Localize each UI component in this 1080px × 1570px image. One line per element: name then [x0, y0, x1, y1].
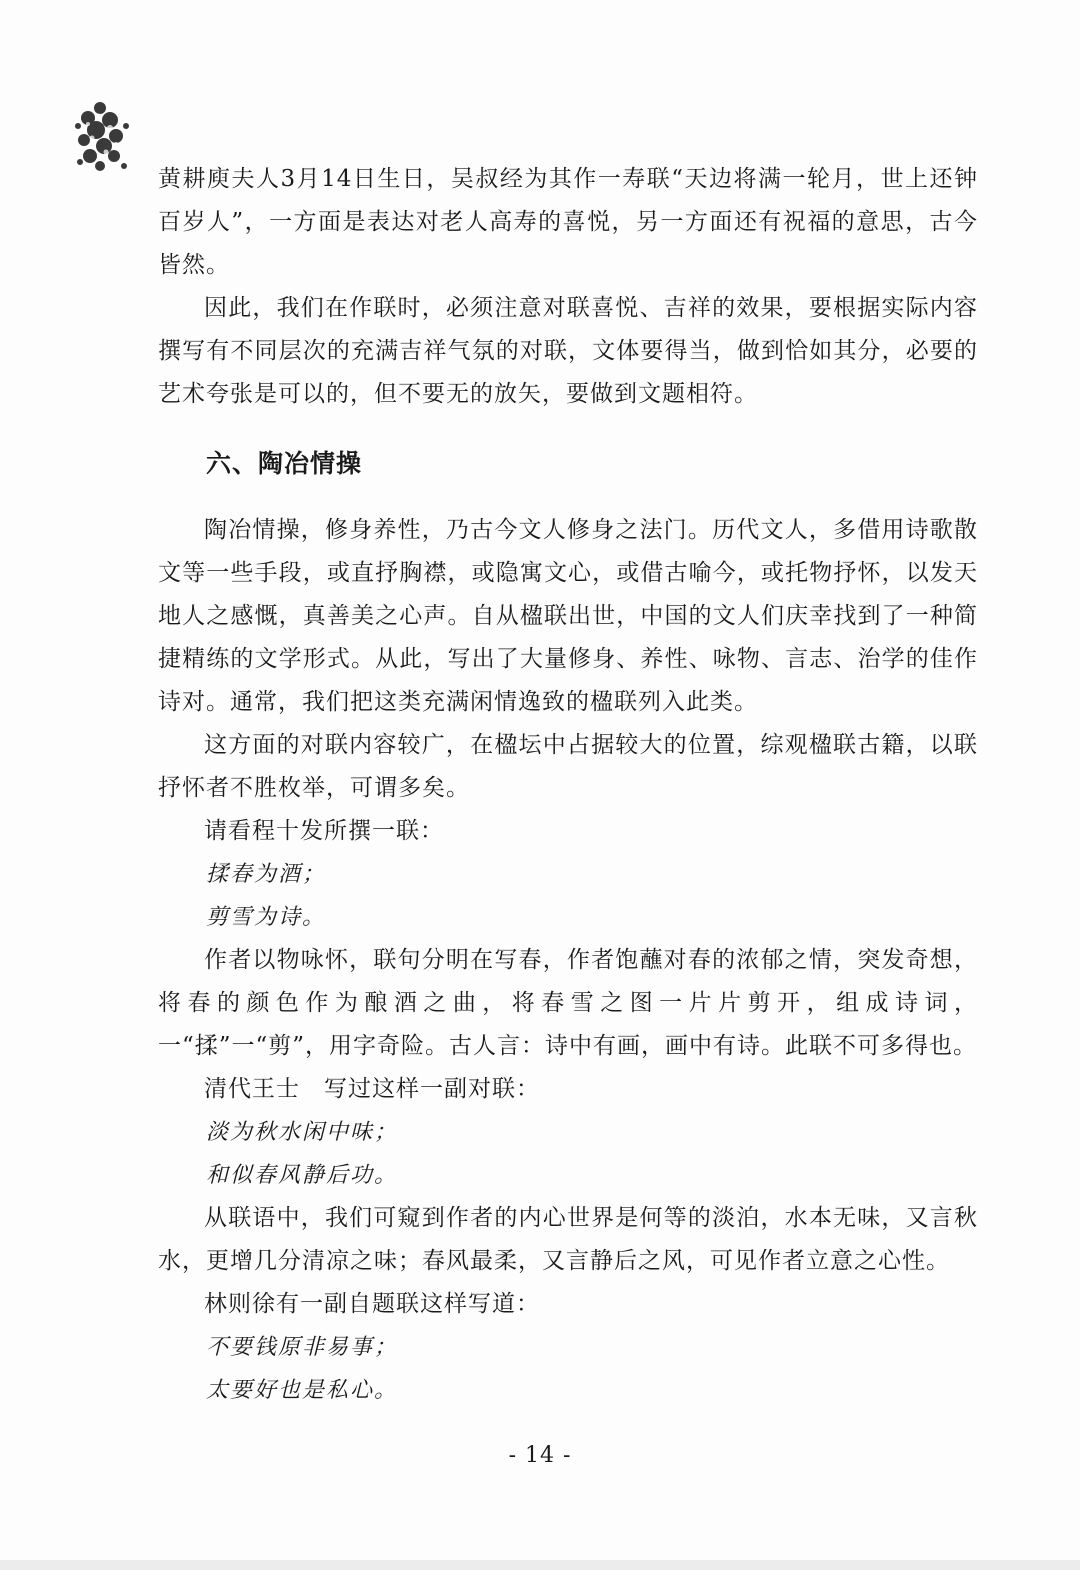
paragraph: 陶冶情操，修身养性，乃古今文人修身之法门。历代文人，多借用诗歌散文等一些手段，或直抒胸襟，或隐寓文心，或借古喻今，或托物抒怀，以发天地人之感慨，真善美之心声。自从楹联出世，中国的文人们庆幸找到了一种简捷精练的文学形式。从此，写出了大量修身、养性、咏物、言志、治学的佳作诗对。通常，我们把这类充满闲情逸致的楹联列入此类。	[158, 517, 978, 715]
couplet-line: 淡为秋水闲中味；	[206, 1120, 399, 1145]
couplet-line: 揉春为酒；	[206, 862, 327, 887]
floral-ornament-icon	[70, 96, 136, 176]
paragraph: 这方面的对联内容较广，在楹坛中占据较大的位置，综观楹联古籍，以联抒怀者不胜枚举，可谓多矣。	[158, 732, 978, 801]
paragraph: 清代王士 写过这样一副对联：	[204, 1076, 540, 1102]
paragraph: 林则徐有一副自题联这样写道：	[204, 1291, 540, 1317]
couplet-line: 和似春风静后功。	[206, 1163, 399, 1188]
paragraph: 从联语中，我们可窥到作者的内心世界是何等的淡泊，水本无味，又言秋水，更增几分清凉之味；春风最柔，又言静后之风，可见作者立意之心性。	[158, 1205, 978, 1274]
couplet-line: 不要钱原非易事；	[206, 1335, 399, 1360]
page-content	[158, 158, 978, 1412]
couplet-line: 太要好也是私心。	[206, 1378, 399, 1403]
bottom-edge	[0, 1560, 1080, 1570]
paragraph: 因此，我们在作联时，必须注意对联喜悦、吉祥的效果，要根据实际内容撰写有不同层次的充满吉祥气氛的对联，文体要得当，做到恰如其分，必要的艺术夸张是可以的，但不要无的放矢，要做到文题相符。	[158, 295, 978, 407]
page-number: - 14 -	[508, 1443, 572, 1468]
paragraph: 作者以物咏怀，联句分明在写春，作者饱蘸对春的浓郁之情，突发奇想，将春的颜色作为酿酒之曲，将春雪之图一片片剪开，组成诗词，一“揉”一“剪”，用字奇险。古人言：诗中有画，画中有诗。此联不可多得也。	[158, 947, 978, 1059]
section-heading: 六、陶冶情操	[206, 449, 363, 478]
paragraph-continued: 黄耕庾夫人3月14日生日，吴叔经为其作一寿联“天边将满一轮月，世上还钟百岁人”，一方面是表达对老人高寿的喜悦，另一方面还有祝福的意思，古今皆然。	[158, 166, 978, 278]
paragraph: 请看程十发所撰一联：	[204, 818, 444, 844]
couplet-line: 剪雪为诗。	[206, 905, 327, 930]
